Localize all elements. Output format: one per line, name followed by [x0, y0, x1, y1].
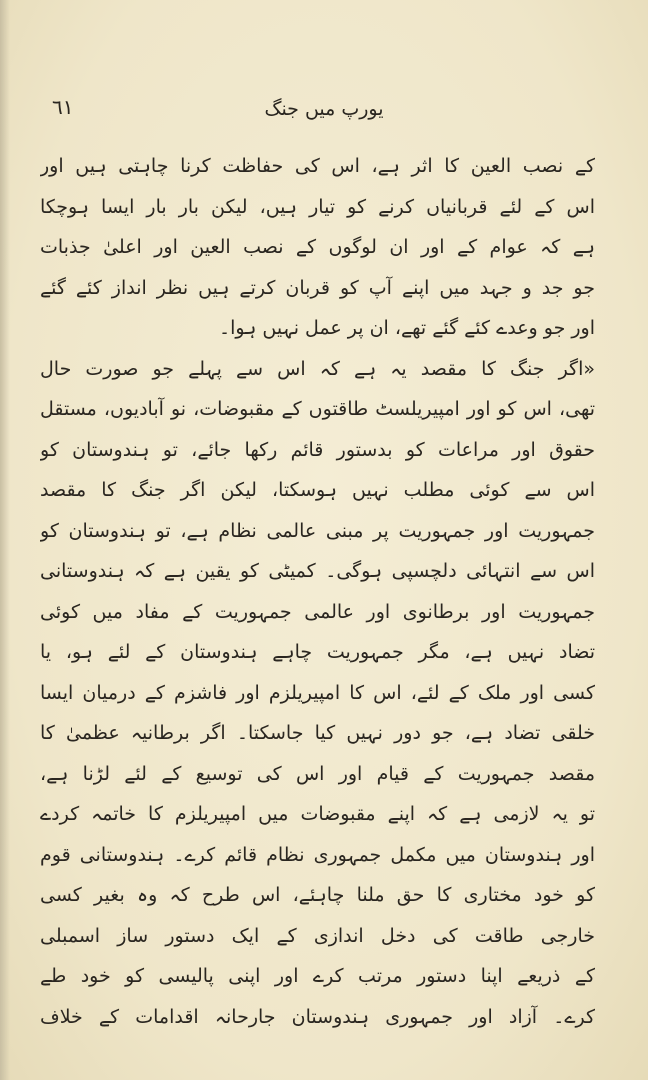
- text-line: اس سے انتہائی دلچسپی ہوگی۔ کمیٹی کو یقین ہے کہ ہندوستانی: [40, 560, 595, 582]
- text-line: اس سے کوئی مطلب نہیں ہوسکتا، لیکن اگر جنگ کا مقصد: [40, 479, 595, 501]
- text-line: مقصد جمہوریت کے قیام اور اس کی توسیع کے لئے لڑنا ہے،: [40, 762, 595, 785]
- running-title: یورپ میں جنگ: [264, 98, 384, 120]
- text-line: کے نصب العین کا اثر ہے، اس کی حفاظت کرنا چاہتی ہیں اور: [40, 155, 595, 177]
- text-line: جو جد و جہد میں اپنے آپ کو قربان کرتے ہیں نظر انداز کئے گئے: [40, 276, 595, 299]
- text-line: تھی، اس کو اور امپیریلسٹ طاقتوں کے مقبوضات، نو آبادیوں، مستقل: [40, 398, 595, 420]
- body-text: [40, 146, 595, 1037]
- text-line: تو یہ لازمی ہے کہ اپنے مقبوضات میں امپیریلزم کا خاتمہ کردے: [40, 803, 595, 825]
- text-line: «اگر جنگ کا مقصد یہ ہے کہ اس سے پہلے جو صورت حال: [40, 357, 595, 380]
- text-line: تضاد نہیں ہے، مگر جمہوریت چاہے ہندوستان کے لئے ہو، یا: [40, 641, 595, 663]
- page-edge-shadow: [0, 0, 10, 1080]
- text-line: کو خود مختاری کا حق ملنا چاہئے، اس طرح کہ وہ بغیر کسی: [40, 884, 595, 906]
- text-line: کے ذریعے اپنا دستور مرتب کرے اور اپنی پالیسی کو خود طے: [40, 965, 595, 987]
- text-line: کسی اور ملک کے لئے، اس کا امپیریلزم اور فاشزم کے درمیان ایسا: [40, 681, 595, 704]
- page-number: ٦١: [52, 95, 74, 119]
- text-line: اس کے لئے قربانیاں کرنے کو تیار ہیں، لیکن بار بار ایسا ہوچکا: [40, 195, 595, 218]
- text-line: اور ہندوستان میں مکمل جمہوری نظام قائم کرے۔ ہندوستانی قوم: [40, 843, 595, 866]
- text-line: جمہوریت اور برطانوی اور عالمی جمہوریت کے مفاد میں کوئی: [40, 600, 595, 623]
- text-line: خارجی طاقت کی دخل اندازی کے ایک دستور ساز اسمبلی: [40, 924, 595, 947]
- text-line: خلقی تضاد ہے، جو دور نہیں کیا جاسکتا۔ اگر برطانیہ عظمیٰ کا: [40, 722, 595, 744]
- text-line: جمہوریت اور جمہوریت پر مبنی عالمی نظام ہے، تو ہندوستان کو: [40, 519, 595, 542]
- text-line: ہے کہ عوام کے اور ان لوگوں کے نصب العین اور اعلیٰ جذبات: [40, 236, 595, 258]
- text-line: کرے۔ آزاد اور جمہوری ہندوستان جارحانہ اقدامات کے خلاف: [40, 1005, 595, 1028]
- text-line: حقوق اور مراعات کو بدستور قائم رکھا جائے، تو ہندوستان کو: [40, 438, 595, 461]
- text-line: اور جو وعدے کئے گئے تھے، ان پر عمل نہیں ہوا۔: [218, 317, 595, 339]
